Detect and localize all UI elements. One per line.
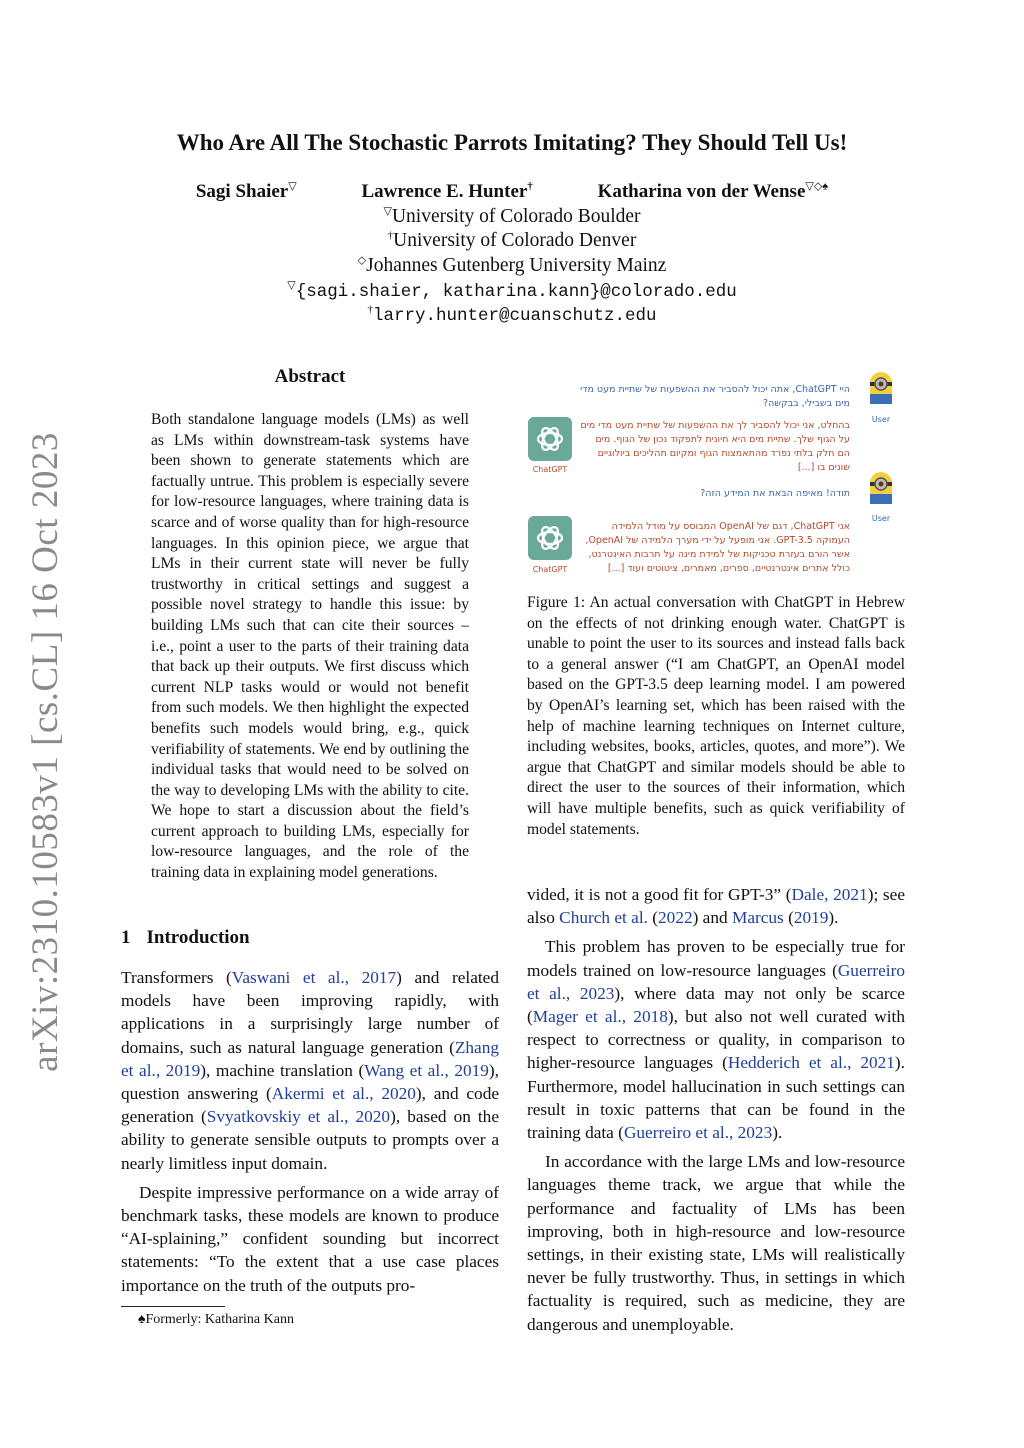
author: Katharina von der Wense▽◇♠ bbox=[597, 180, 829, 202]
author-list bbox=[100, 181, 924, 203]
footnote-rule bbox=[121, 1306, 225, 1307]
chatgpt-avatar bbox=[528, 417, 572, 461]
user-message: היי ChatGPT, אתה יכול להסביר את ההשפעות של שתיית מעט מדי מים בשבילי, בבקשה? bbox=[580, 384, 850, 409]
user-message: תודה! מאיפה הבאת את המידע הזה? bbox=[700, 488, 850, 499]
citation-link[interactable]: Akermi et al., 2020 bbox=[271, 1084, 416, 1104]
figure-caption: Figure 1: An actual conversation with ChatGPT in Hebrew on the effects of not drinking enough water. ChatGPT is unable to point the user to its sources and instead falls back to a general answer (“I am ChatGPT, an OpenAI model based on the GPT-3.5 deep learning model. I am powered by OpenAI’s learning set, which has been raised with the help of machine learning techniques on Internet culture, including websites, books, articles, quotes, and more”). We argue that ChatGPT and similar models should be able to direct the user to the sources of their information, which will have multiple benefits, such as quick verifiability of model statements. bbox=[527, 594, 905, 838]
user-label: User bbox=[871, 415, 891, 424]
chatgpt-label: ChatGPT bbox=[532, 465, 568, 474]
intro-body bbox=[121, 966, 499, 1297]
chatgpt-avatar bbox=[528, 516, 572, 560]
paragraph: Transformers (Vaswani et al., 2017) and related models have been improving rapidly, with applications in a surprisingly large number of domains, such as natural language generation (Zhang et al., 2019), machine translation (Wang et al., 2019), question answering (Akermi et al., 2020), and code generation (Svyatkovskiy et al., 2020), based on the ability to generate sensible outputs to prompts over a nearly limitless input domain. bbox=[121, 968, 499, 1173]
paper-title: Who Are All The Stochastic Parrots Imitating? They Should Tell Us! bbox=[176, 130, 848, 155]
citation-link[interactable]: 2019 bbox=[793, 908, 829, 928]
paragraph: Despite impressive performance on a wide array of benchmark tasks, these models are known to produce “AI-splaining,” confident sounding but incorrect statements: “To the extent that a use case places importance on the truth of the outputs pro- bbox=[121, 1182, 499, 1295]
user-label: User bbox=[871, 514, 891, 523]
paragraph: This problem has proven to be especially true for models trained on low-resource languages (Guerreiro et al., 2023), where data may not only be scarce (Mager et al., 2018), but also not well curated with respect to correctness or quality, in comparison to higher-resource languages (Hedderich et al., 2021). Furthermore, model hallucination in such settings can result in toxic patterns that can be found in the training data (Guerreiro et al., 2023). bbox=[527, 937, 905, 1143]
chatgpt-message: אני ChatGPT, דגם של OpenAI המבוסס על מודל הלמידה העמוקה GPT-3.5. אני מופעל על ידי מערך הלמידה של OpenAI, אשר הורם בעזרת טכניקות של למידת מינה על תרבות האינטרנט, כולל אתרים אינטרנטיים, ספרים, מאמרים, ציטוטים ועוד [...] bbox=[585, 521, 850, 574]
citation-link[interactable]: Guerreiro et al., 2023 bbox=[527, 960, 905, 1003]
author: Sagi Shaier▽ bbox=[195, 180, 297, 202]
affiliation: ◇Johannes Gutenberg University Mainz bbox=[357, 254, 667, 276]
openai-logo-icon bbox=[528, 516, 572, 560]
footnote: ♠Formerly: Katharina Kann bbox=[138, 1312, 294, 1327]
paragraph: vided, it is not a good fit for GPT-3” (Dale, 2021); see also Church et al. (2022) and Marcus (2019). bbox=[527, 885, 905, 928]
section-heading: 1 Introduction bbox=[121, 927, 250, 948]
author: Lawrence E. Hunter† bbox=[361, 180, 533, 202]
paragraph: In accordance with the large LMs and low-resource languages theme track, we argue that while the performance and factuality of LMs has been improving, both in high-resource and low-resource settings, in their existing state, LMs will realistically never be fully trustworthy. Thus, in settings in which factuality is required, such as medicine, they are dangerous and unemployable. bbox=[527, 1152, 905, 1334]
chatgpt-message: בהחלט, אני יכול להסביר לך את ההשפעות של שתיית מעט מדי מים על הגוף שלך. שתיית מים היא חיונית לתפקוד נכון של הגוף. מים הם חלק בלתי נפרד מהתאמצות הגוף ומקיום תהליכים ביולוגיים שונים בו [...] bbox=[580, 420, 850, 473]
citation-link[interactable]: Vaswani et al., 2017 bbox=[231, 968, 397, 987]
citation-link[interactable]: Mager et al., 2018 bbox=[532, 1007, 668, 1027]
citation-link[interactable]: Hedderich et al., 2021 bbox=[727, 1053, 895, 1073]
citation-link[interactable]: Svyatkovskiy et al., 2020 bbox=[206, 1107, 391, 1127]
email: †larry.hunter@cuanschutz.edu bbox=[367, 303, 657, 326]
email: ▽{sagi.shaier, katharina.kann}@colorado.edu bbox=[287, 279, 737, 302]
citation-link[interactable]: Zhang et al., 2019 bbox=[121, 1037, 499, 1080]
citation-link[interactable]: Dale, 2021 bbox=[791, 885, 868, 904]
minion-icon bbox=[866, 470, 896, 512]
user-avatar bbox=[866, 370, 896, 417]
citation-link[interactable]: 2022 bbox=[658, 908, 693, 928]
citation-link[interactable]: Wang et al., 2019 bbox=[364, 1060, 489, 1080]
minion-icon bbox=[866, 370, 896, 412]
abstract-text: Both standalone language models (LMs) as well as LMs within downstream-task systems have been shown to generate statements which are factually untrue. This problem is especially severe for low-resource languages, where training data is scarce and of worse quality than for high-resource languages. In this opinion piece, we argue that LMs in their current state will never be fully trustworthy in critical settings and suggest a possible novel strategy to handle this issue: by building LMs such that can cite their sources – i.e., point a user to the parts of their training data that back up their outputs. We first discuss which current NLP tasks would or would not benefit from such models. We then highlight the expected benefits such models would bring, e.g., quick verifiability of statements. We end by outlining the individual tasks that would need to be solved on the way to developing LMs with the ability to cite. We hope to start a discussion about the field’s current approach to building LMs, especially for low-resource languages, and the role of the training data in explaining model generations. bbox=[151, 411, 469, 882]
arxiv-stamp: arXiv:2310.10583v1 [cs.CL] 16 Oct 2023 bbox=[25, 432, 66, 1072]
affiliation: †University of Colorado Denver bbox=[387, 229, 637, 251]
abstract-heading: Abstract bbox=[274, 366, 346, 387]
affiliation: ▽University of Colorado Boulder bbox=[383, 205, 641, 227]
openai-logo-icon bbox=[528, 417, 572, 461]
citation-link[interactable]: Guerreiro et al., 2023 bbox=[623, 1123, 773, 1143]
citation-link[interactable]: Marcus bbox=[731, 908, 784, 928]
chatgpt-label: ChatGPT bbox=[532, 565, 568, 574]
user-avatar bbox=[866, 470, 896, 517]
right-column-body bbox=[527, 883, 905, 1336]
citation-link[interactable]: Church et al. bbox=[559, 908, 648, 928]
